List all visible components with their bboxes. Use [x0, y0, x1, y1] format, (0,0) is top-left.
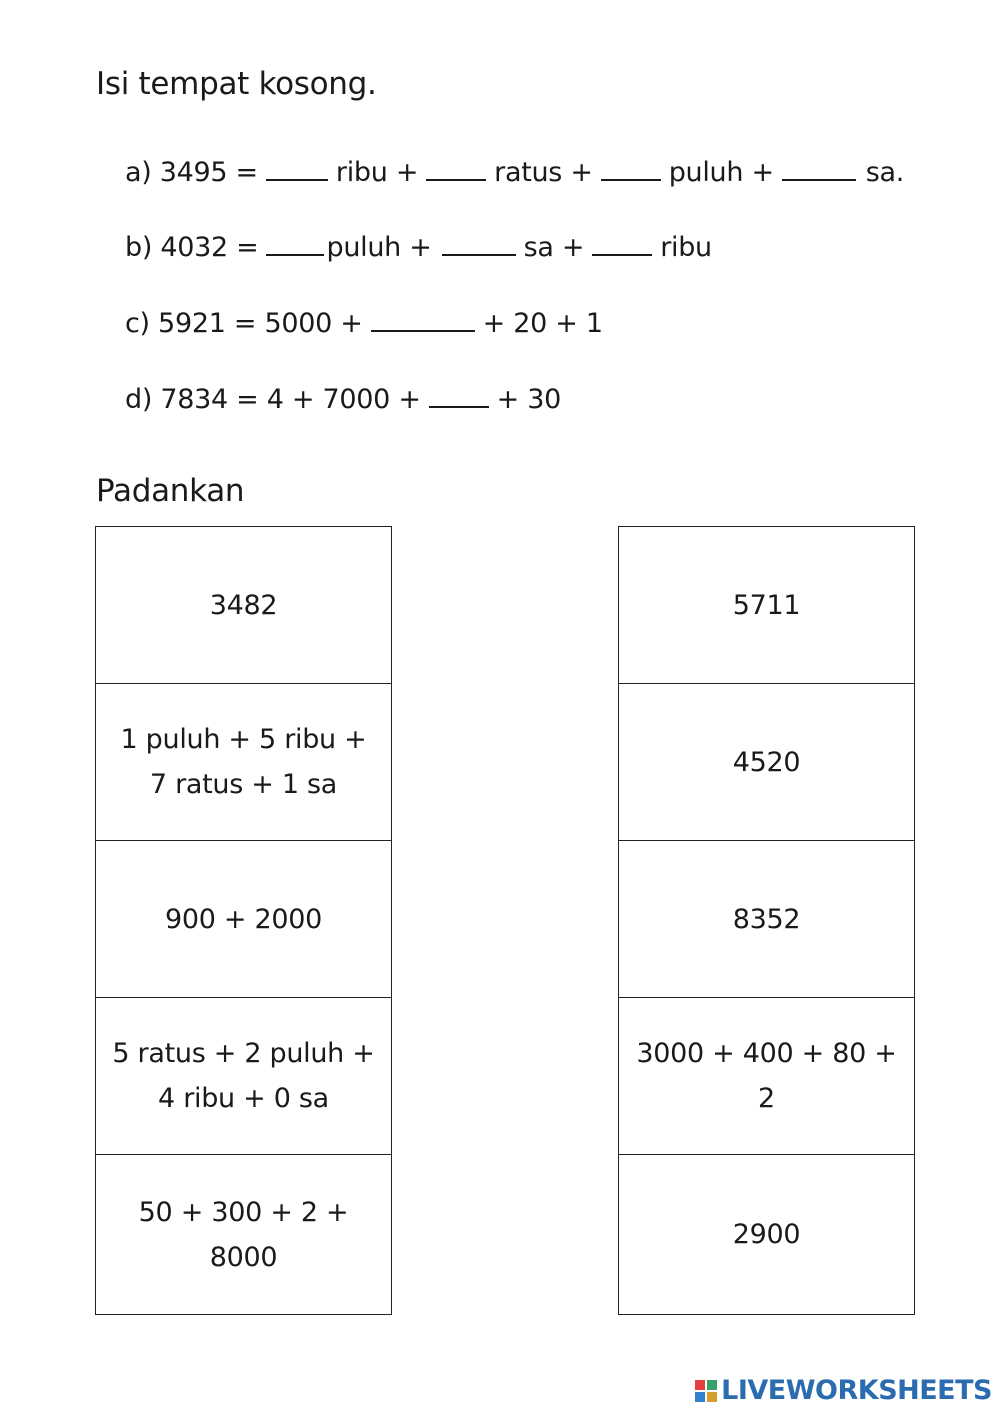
liveworksheets-logo[interactable]: [695, 1375, 992, 1406]
match-item-text: 1 puluh + 5 ribu + 7 ratus + 1 sa: [120, 724, 367, 800]
question-text: puluh +: [668, 157, 774, 188]
question-text: sa.: [865, 157, 905, 188]
blank-sa-input[interactable]: [782, 159, 856, 181]
question-text: c) 5921 = 5000 +: [125, 308, 363, 339]
question-text: ribu: [660, 232, 712, 263]
liveworksheets-logo-icon: [695, 1380, 717, 1402]
blank-puluh-input[interactable]: [601, 159, 661, 181]
match-item-right[interactable]: [619, 841, 914, 998]
match-item-left[interactable]: [96, 1155, 391, 1314]
match-item-text: 4520: [732, 746, 801, 778]
question-text: d) 7834 = 4 + 7000 +: [125, 384, 421, 415]
question-text: + 30: [496, 384, 562, 415]
question-text: sa +: [523, 232, 585, 263]
match-item-left[interactable]: [96, 841, 391, 998]
blank-ratus-input[interactable]: [371, 310, 475, 332]
match-item-text: 900 + 2000: [164, 903, 323, 935]
question-text: + 20 + 1: [482, 308, 603, 339]
question-c: [125, 308, 603, 339]
blank-sa-input[interactable]: [442, 234, 516, 256]
match-item-left[interactable]: [96, 527, 391, 684]
match-item-text: 50 + 300 + 2 + 8000: [138, 1196, 349, 1273]
blank-ribu-input[interactable]: [592, 234, 652, 256]
blank-ribu-input[interactable]: [266, 159, 328, 181]
blank-ratus-input[interactable]: [426, 159, 486, 181]
instruction-match: Padankan: [96, 473, 245, 509]
match-item-left[interactable]: [96, 998, 391, 1155]
match-item-right[interactable]: [619, 684, 914, 841]
right-match-column: [618, 526, 915, 1315]
match-item-right[interactable]: [619, 527, 914, 684]
match-item-text: 3000 + 400 + 80 + 2: [636, 1038, 897, 1114]
logo-text: LIVEWORKSHEETS: [721, 1375, 992, 1406]
question-a: [125, 157, 904, 188]
match-item-right[interactable]: [619, 998, 914, 1155]
blank-ratus-input[interactable]: [429, 386, 489, 408]
instruction-fill-blanks: Isi tempat kosong.: [96, 66, 377, 102]
match-item-right[interactable]: [619, 1155, 914, 1314]
match-item-left[interactable]: [96, 684, 391, 841]
match-item-text: 8352: [732, 903, 801, 935]
question-text: puluh +: [326, 232, 432, 263]
match-item-text: 5 ratus + 2 puluh + 4 ribu + 0 sa: [112, 1038, 375, 1114]
question-text: ribu +: [335, 157, 419, 188]
match-item-text: 2900: [732, 1219, 801, 1250]
blank-puluh-input[interactable]: [266, 234, 324, 256]
question-text: ratus +: [494, 157, 593, 188]
question-d: [125, 384, 561, 415]
question-text: b) 4032 =: [125, 232, 259, 263]
question-b: [125, 232, 712, 263]
left-match-column: [95, 526, 392, 1315]
match-item-text: 5711: [732, 589, 801, 621]
question-text: a) 3495 =: [125, 157, 258, 188]
match-item-text: 3482: [209, 589, 278, 621]
